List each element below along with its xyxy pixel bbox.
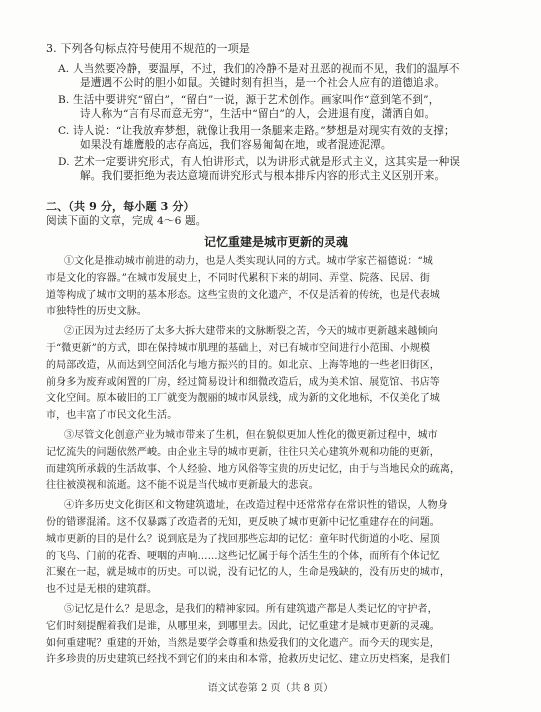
article-paragraph-3	[46, 428, 506, 495]
paragraph-line: 道等构成了城市文明的基本形态。这些宝贵的文化遗产，不仅是活着的传统，也是代表城	[46, 289, 440, 301]
option-b-line-1	[46, 93, 506, 107]
option-a-letter: A.	[58, 63, 70, 75]
option-c-letter: C.	[58, 125, 70, 137]
paragraph-line: 也不过是无根的建筑群。	[46, 584, 158, 596]
paragraph-line: ④许多历史文化街区和文物建筑遗址，在改造过程中还常常存在常识性的错误，人物身	[64, 500, 448, 512]
paragraph-line: 许多珍贵的历史建筑已经找不到它们的来由和本常，抢救历史记忆、建立历史档案，是我们	[46, 654, 450, 666]
option-c-text-1: 诗人说：“让我放弃梦想，就像让我用一条腿来走路。”梦想是对现实有效的支撑；	[72, 125, 455, 137]
paragraph-line: 如何重建呢？重建的开始，当然是要学会尊重和热爱我们的文化遗产。而今天的现实是，	[46, 637, 440, 649]
section-2-instruction: 阅读下面的文章，完成 4～6 题。	[46, 215, 207, 227]
option-c	[46, 124, 506, 152]
option-d	[46, 155, 506, 183]
article-paragraph-2	[46, 324, 506, 425]
paragraph-line: ③尽管文化创意产业为城市带来了生机，但在貌似更加人性化的微更新过程中，城市	[64, 429, 438, 441]
paragraph-line: 城市更新的目的是什么？说到底是为了找回那些忘却的记忆：童年时代街道的小吃、屋顶	[46, 533, 440, 545]
option-a-line-1	[46, 62, 506, 76]
page-content	[46, 42, 506, 669]
option-b-letter: B.	[58, 94, 70, 106]
paragraph-line: 市是文化的容器。”在城市发展史上，不同时代累积下来的胡同、弄堂、院落、民居、街	[46, 272, 431, 284]
question-3-stem: 3. 下列各句标点符号使用不规范的一项是	[46, 42, 250, 55]
article-body	[46, 254, 506, 669]
article-paragraph-1	[46, 254, 506, 321]
option-d-line-2: 解。我们要拒绝为表达意境而讲究形式与根本排斥内容的形式主义区别开来。	[80, 170, 446, 182]
paragraph-line: 它们时刻提醒着我们是谁，从哪里来，到哪里去。因此，记忆重建才是城市更新的灵魂。	[46, 620, 440, 632]
option-c-line-2: 如果没有雄鹰般的志存高远，我们容易匍匐在地，或者混迹泥潭。	[80, 139, 392, 151]
paragraph-line: 市独特性的历史文脉。	[46, 306, 147, 318]
spacer	[46, 186, 506, 200]
article-title: 记忆重建是城市更新的灵魂	[203, 235, 348, 249]
paragraph-line: ②正因为过去经历了太多大拆大建带来的文脉断裂之苦，今天的城市更新越来越倾向	[64, 326, 438, 338]
paragraph-line: 汇聚在一起，就是城市的历史。可以说，没有记忆的人，生命是残缺的，没有历史的城市，	[46, 567, 450, 579]
option-a-line-2: 是遭遇不公时的胆小如鼠。关键时刻有担当，是一个社会人应有的道德追求。	[80, 77, 446, 89]
option-d-text-1: 艺术一定要讲究形式，有人怕讲形式，以为讲形式就是形式主义，这其实是一种误	[73, 156, 461, 168]
paragraph-line: 记忆流失的问题依然严峻。由企业主导的城市更新，往往只关心建筑外观和功能的更新，	[46, 446, 440, 458]
question-3-options	[46, 62, 506, 183]
option-d-letter: D.	[58, 156, 70, 168]
option-a	[46, 62, 506, 90]
article-paragraph-5	[46, 602, 506, 669]
option-d-line-1	[46, 155, 506, 169]
paragraph-line: 份的错谬混淆。这不仅暴露了改造者的无知，更反映了城市更新中记忆重建存在的问题。	[46, 516, 440, 528]
paragraph-line: 而建筑所承载的生活故事、个人经验、地方风俗等宝贵的历史记忆，由于与当地民众的疏离，	[46, 463, 461, 475]
option-b	[46, 93, 506, 121]
option-b-text-1: 生活中要讲究“留白”，“留白”一说，源于艺术创作。画家叫作“意到笔不到”，	[72, 94, 440, 106]
page-footer: 语文试卷第 2 页（共 8 页）	[207, 683, 334, 694]
article-paragraph-4	[46, 498, 506, 599]
paragraph-line: 前身多为废弃或闲置的厂房，经过简易设计和细微改造后，成为美术馆、展览馆、书店等	[46, 376, 440, 388]
paragraph-line: ⑤记忆是什么？是思念，是我们的精神家园。所有建筑遗产都是人类记忆的守护者，	[64, 603, 438, 615]
paragraph-line: 文化空间。原本破旧的工厂就变为靓丽的城市风景线，成为新的文化地标，不仅美化了城	[46, 393, 440, 405]
paragraph-line: 的局部改造，从而达到空间活化与地方振兴的目的。如北京、上海等地的一些老旧街区，	[46, 359, 440, 371]
paragraph-line: 市，也丰富了市民文化生活。	[46, 410, 178, 422]
paragraph-line: ①文化是推动城市前进的动力，也是人类实现认同的方式。城市学家芒福德说：“城	[64, 256, 433, 267]
option-c-line-1	[46, 124, 506, 138]
paragraph-line: 的飞鸟、门前的花香、哽咽的声响……这些记忆属于每个活生生的个体，而所有个体记忆	[46, 550, 440, 562]
paragraph-line: 往往被漠视和流逝。这不能不说是当代城市更新最大的悲哀。	[46, 480, 319, 492]
option-a-text-1: 人当然要冷静，要温厚，不过，我们的冷静不是对丑恶的视而不见，我们的温厚不	[72, 63, 460, 75]
paragraph-line: 于“微更新”的方式，即在保持城市肌理的基础上，对已有城市空间进行小范围、小规模	[46, 342, 431, 354]
option-b-line-2: 诗人称为“言有尽而意无穷”，生活中“留白”的人，会进退有度，潇洒自如。	[80, 108, 436, 120]
section-2-heading: 二、（共 9 分，每小题 3 分）	[46, 200, 195, 213]
